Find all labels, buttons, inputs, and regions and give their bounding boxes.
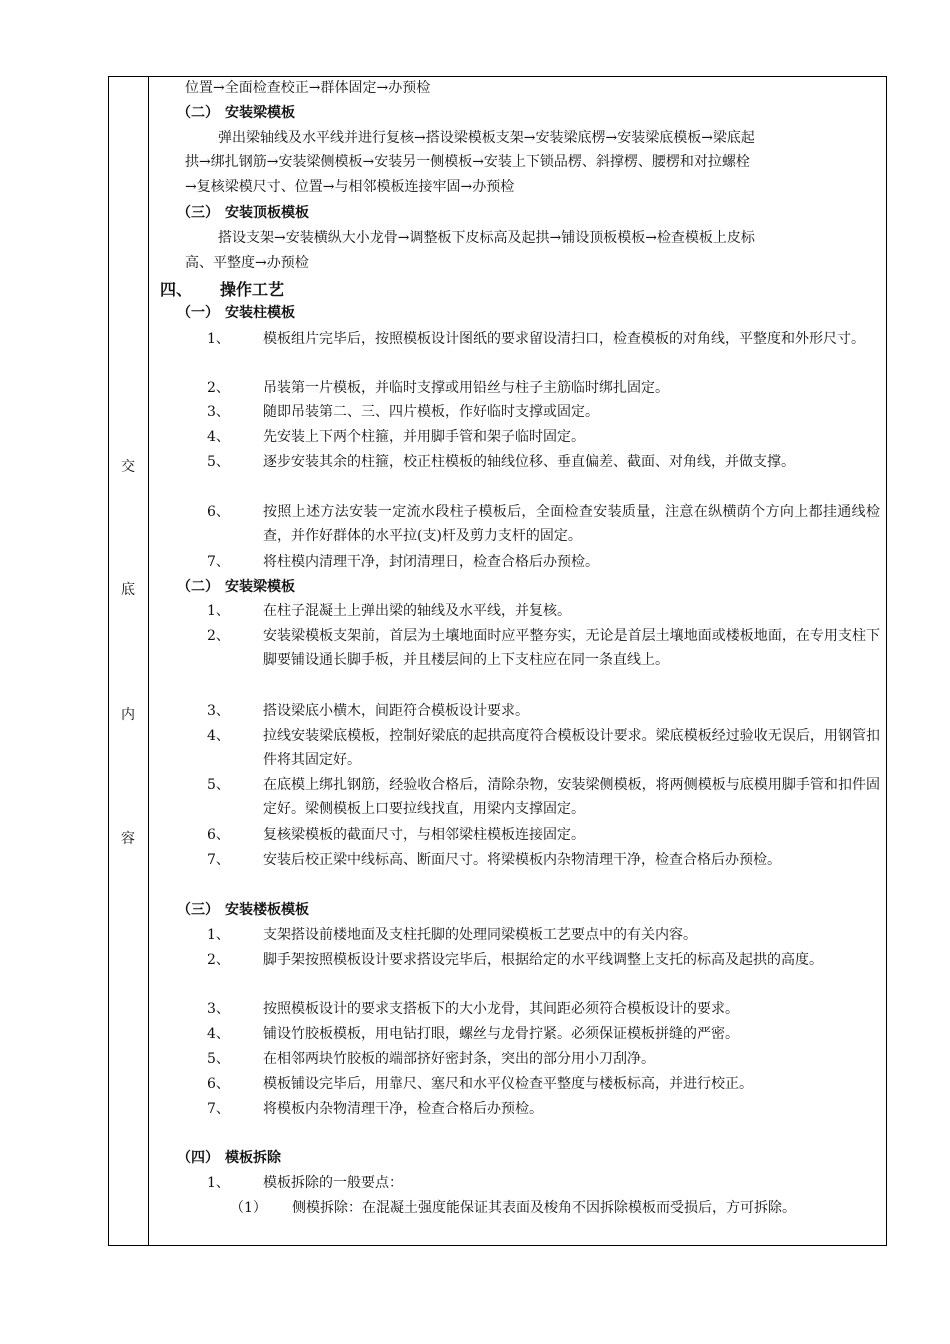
item-text: 模板拆除的一般要点：	[263, 1175, 403, 1191]
subitem-text: 侧模拆除：在混凝土强度能保证其表面及梭角不因拆除模板而受损后，方可拆除。	[292, 1200, 796, 1216]
item-number: 4、	[207, 429, 230, 445]
item-number: 5、	[207, 454, 230, 470]
item-text: 逐步安装其余的柱箍，校正柱模板的轴线位移、垂直偏差、截面、对角线，并做支撑。	[263, 454, 795, 470]
item-number: 2、	[207, 628, 230, 644]
item-text: 安装后校正梁中线标高、断面尺寸。将梁模板内杂物清理干净，检查合格后办预检。	[263, 852, 781, 868]
side-label-char: 内	[121, 707, 135, 723]
item-number: 5、	[207, 1051, 230, 1067]
item-number: 6、	[207, 504, 230, 520]
item-text: 随即吊装第二、三、四片模板，作好临时支撑或固定。	[263, 404, 599, 420]
item-text: 在柱子混凝土上弹出梁的轴线及水平线，并复核。	[263, 603, 571, 619]
chapter-label: 四、	[160, 280, 193, 299]
item-number: 3、	[207, 404, 230, 420]
item-number: 1、	[207, 603, 230, 619]
item-number: 6、	[207, 1076, 230, 1092]
item-text: 将模板内杂物清理干净，检查合格后办预检。	[263, 1101, 543, 1117]
item-text: 拉线安装梁底模板，控制好梁底的起拱高度符合模板设计要求。梁底模板经过验收无误后，用钢管扣件将其固定好。	[263, 728, 880, 768]
item-number: 7、	[207, 554, 230, 570]
section-title: 安装柱模板	[225, 305, 295, 321]
item-number: 2、	[207, 952, 230, 968]
item-text: 在底模上绑扎钢筋，经验收合格后，清除杂物，安装梁侧模板，将两侧模板与底模用脚手管和扣件固定好。梁侧模板上口要拉线找直，用梁内支撑固定。	[263, 777, 880, 817]
section-label: （一）	[177, 305, 219, 321]
item-number: 3、	[207, 703, 230, 719]
item-text: 铺设竹胶板模板，用电钻打眼，螺丝与龙骨拧紧。必须保证模板拼缝的严密。	[263, 1026, 739, 1042]
item-number: 6、	[207, 827, 230, 843]
item-text: 吊装第一片模板，并临时支撑或用铅丝与柱子主筋临时绑扎固定。	[263, 380, 669, 396]
item-text: 按照上述方法安装一定流水段柱子模板后，全面检查安装质量，注意在纵横荫个方向上都挂通线检查，并作好群体的水平拉(支)杆及剪力支杆的固定。	[263, 504, 880, 544]
section-title: 安装楼板模板	[225, 902, 309, 918]
item-number: 4、	[207, 728, 230, 744]
item-text: 搭设梁底小横木，间距符合模板设计要求。	[263, 703, 529, 719]
item-number: 1、	[207, 1175, 230, 1191]
section-title: 安装顶板模板	[225, 205, 309, 221]
subitem-number: （1）	[230, 1200, 267, 1216]
item-text: 在相邻两块竹胶板的端部挤好密封条，突出的部分用小刀刮净。	[263, 1051, 655, 1067]
item-text: 先安装上下两个柱箍，并用脚手管和架子临时固定。	[263, 429, 585, 445]
item-text: 支架搭设前楼地面及支柱托脚的处理同梁模板工艺要点中的有关内容。	[263, 927, 697, 943]
process-text: 拱→绑扎钢筋→安装梁侧模板→安装另一侧模板→安装上下锁品楞、斜撑楞、腰楞和对拉螺栓	[185, 154, 750, 170]
section-label: （三）	[177, 902, 219, 918]
item-text: 按照模板设计的要求支搭板下的大小龙骨，其间距必须符合模板设计的要求。	[263, 1001, 739, 1017]
section-label: （三）	[177, 205, 219, 221]
item-number: 2、	[207, 380, 230, 396]
process-text: 弹出梁轴线及水平线并进行复核→搭设梁模板支架→安装梁底楞→安装梁底模板→梁底起	[218, 130, 755, 146]
item-number: 3、	[207, 1001, 230, 1017]
item-text: 模板组片完毕后，按照模板设计图纸的要求留设清扫口，检查模板的对角线，平整度和外形尺寸。	[263, 331, 865, 347]
item-text: 安装梁模板支架前，首层为土壤地面时应平整夯实，无论是首层土壤地面或楼板地面，在专用支柱下脚要铺设通长脚手板，并且楼层间的上下支柱应在同一条直线上。	[263, 628, 880, 668]
section-title: 安装梁模板	[225, 579, 295, 595]
item-text: 复核梁模板的截面尺寸，与相邻梁柱模板连接固定。	[263, 827, 585, 843]
item-number: 7、	[207, 852, 230, 868]
process-text: 搭设支架→安装横纵大小龙骨→调整板下皮标高及起拱→铺设顶板模板→检查模板上皮标	[218, 230, 755, 246]
section-label: （二）	[177, 579, 219, 595]
item-number: 1、	[207, 331, 230, 347]
section-label: （二）	[177, 105, 219, 121]
section-title: 模板拆除	[225, 1150, 281, 1166]
item-text: 模板铺设完毕后，用靠尺、塞尺和水平仪检查平整度与楼板标高，并进行校正。	[263, 1076, 753, 1092]
item-number: 7、	[207, 1101, 230, 1117]
process-text: 高、平整度→办预检	[185, 255, 309, 271]
side-label-char: 底	[121, 582, 135, 598]
section-label: （四）	[177, 1150, 219, 1166]
process-continuation: 位置→全面检查校正→群体固定→办预检	[185, 80, 431, 96]
chapter-title: 操作工艺	[220, 280, 285, 299]
item-text: 将柱模内清理干净，封闭清理日，检查合格后办预检。	[263, 554, 599, 570]
section-title: 安装梁模板	[225, 105, 295, 121]
side-label-char: 交	[121, 459, 135, 475]
process-text: →复核梁模尺寸、位置→与相邻模板连接牢固→办预检	[185, 179, 515, 195]
side-label-char: 容	[121, 831, 135, 847]
column-divider	[148, 76, 149, 1246]
item-text: 脚手架按照模板设计要求搭设完毕后，根据给定的水平线调整上支托的标高及起拱的高度。	[263, 952, 823, 968]
item-number: 4、	[207, 1026, 230, 1042]
item-number: 5、	[207, 777, 230, 793]
item-number: 1、	[207, 927, 230, 943]
